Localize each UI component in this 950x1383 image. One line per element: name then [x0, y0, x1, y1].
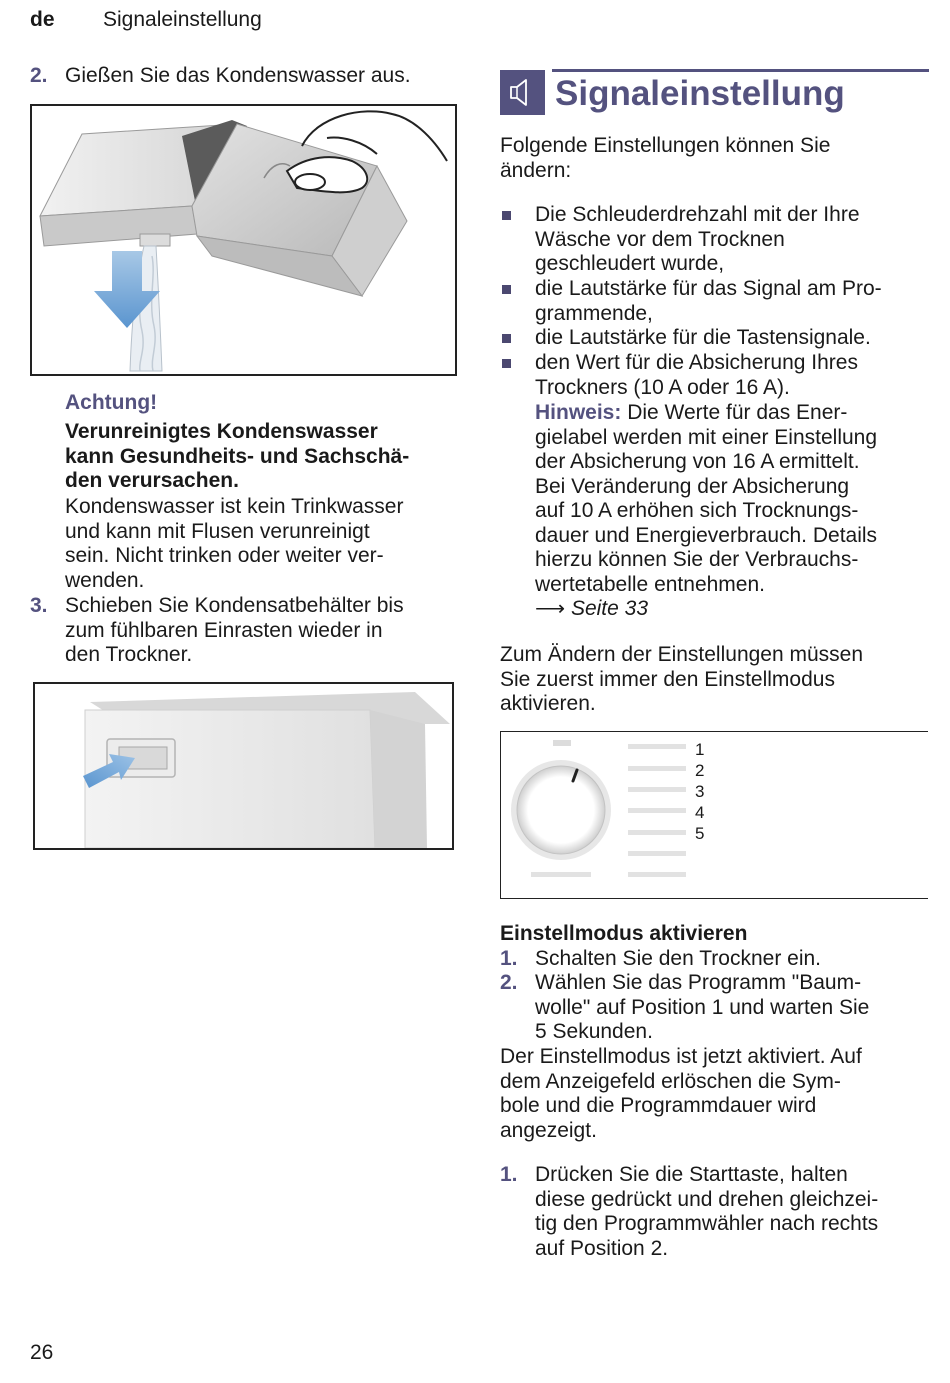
step-number: 1.	[500, 1163, 518, 1186]
step-line: Schieben Sie Kondensatbehälter bis	[65, 594, 404, 617]
section-rule	[552, 69, 929, 72]
result-line: dem Anzeigefeld erlöschen die Sym-	[500, 1069, 841, 1093]
warning-headline-line: Verunreinigtes Kondenswasser	[65, 420, 378, 443]
list-line: grammende,	[535, 301, 653, 325]
header-title: Signaleinstellung	[103, 8, 262, 31]
list-line: den Wert für die Absicherung Ihres	[535, 351, 858, 374]
list-item	[535, 203, 860, 277]
change-line: Zum Ändern der Einstellungen müssen	[500, 643, 864, 666]
step-line: Wählen Sie das Programm "Baum-	[535, 971, 862, 994]
step-line: auf Position 2.	[535, 1236, 669, 1260]
note-line: Bei Veränderung der Absicherung	[535, 474, 850, 498]
note-line: der Absicherung von 16 A ermittelt.	[535, 450, 860, 473]
dial-label: 2	[695, 761, 705, 780]
dial-label: 4	[695, 803, 705, 822]
step-line: 5 Sekunden.	[535, 1020, 653, 1043]
warning-body-line: sein. Nicht trinken oder weiter ver-	[65, 544, 384, 567]
result-text	[500, 1045, 862, 1143]
result-line: angezeigt.	[500, 1118, 597, 1142]
mode-heading: Einstellmodus aktivieren	[500, 922, 748, 945]
arrow-right-icon: ⟶	[535, 597, 566, 620]
dial-label: 5	[695, 824, 705, 843]
step-line: Drücken Sie die Starttaste, halten	[535, 1163, 848, 1186]
step-line: zum fühlbaren Einrasten wieder in	[65, 618, 383, 642]
insert-container-illustration	[33, 682, 454, 850]
warning-title: Achtung!	[65, 391, 158, 414]
program-selector-illustration	[500, 731, 928, 899]
warning-headline-line: kann Gesundheits- und Sachschä-	[65, 444, 410, 468]
final-step	[500, 1163, 879, 1261]
pour-water-illustration	[30, 104, 457, 376]
mode-step-2	[500, 971, 870, 1045]
warning-body-line: Kondenswasser ist kein Trinkwasser	[65, 495, 404, 518]
warning-body-line: wenden.	[65, 568, 145, 592]
result-line: bole und die Programmdauer wird	[500, 1094, 817, 1117]
list-item	[535, 277, 882, 326]
bullet-marker	[502, 211, 511, 220]
dial-label: 1	[695, 740, 705, 759]
section-title: Signaleinstellung	[555, 74, 845, 113]
step-number: 2.	[30, 64, 48, 87]
result-line: Der Einstellmodus ist jetzt aktiviert. Auf	[500, 1045, 862, 1068]
step-line: diese gedrückt und drehen gleichzei-	[535, 1187, 879, 1211]
page-number: 26	[30, 1341, 54, 1364]
mode-step-1	[500, 947, 822, 972]
language-code: de	[30, 8, 55, 31]
step-2	[30, 64, 411, 89]
list-line: Trockners (10 A oder 16 A).	[535, 375, 790, 399]
note-label: Hinweis:	[535, 401, 622, 424]
step-number: 3.	[30, 594, 48, 617]
bullet-marker	[502, 285, 511, 294]
page-reference-text: Seite 33	[570, 597, 649, 620]
list-line: die Lautstärke für das Signal am Pro-	[535, 277, 882, 300]
note-line: Die Werte für das Ener-	[627, 401, 848, 424]
step-text: Gießen Sie das Kondenswasser aus.	[65, 64, 411, 87]
list-line: Die Schleuderdrehzahl mit der Ihre	[535, 203, 860, 226]
change-line: Sie zuerst immer den Einstellmodus	[500, 667, 835, 691]
intro-text	[500, 134, 830, 183]
step-line: tig den Programmwähler nach rechts	[535, 1212, 879, 1235]
intro-line: ändern:	[500, 158, 572, 182]
speaker-icon	[500, 70, 545, 115]
bullet-marker	[502, 359, 511, 368]
note-line: dauer und Energieverbrauch. Details	[535, 523, 878, 547]
list-item	[535, 326, 871, 351]
step-3	[30, 594, 404, 668]
note-block	[535, 401, 877, 622]
step-number: 1.	[500, 947, 518, 970]
warning-headline	[65, 420, 409, 494]
note-line: wertetabelle entnehmen.	[535, 572, 765, 596]
step-line: wolle" auf Position 1 und warten Sie	[535, 995, 870, 1019]
note-line: hierzu können Sie der Verbrauchs-	[535, 548, 859, 571]
change-settings-text	[500, 643, 863, 717]
step-line: Schalten Sie den Trockner ein.	[535, 947, 822, 970]
list-line: Wäsche vor dem Trocknen	[535, 227, 785, 251]
list-line: geschleudert wurde,	[535, 252, 725, 275]
dial-position-labels	[695, 739, 704, 844]
warning-headline-line: den verursachen.	[65, 469, 239, 492]
page-reference-link[interactable]	[535, 597, 877, 622]
note-line: gielabel werden mit einer Einstellung	[535, 425, 878, 449]
intro-line: Folgende Einstellungen können Sie	[500, 134, 831, 157]
list-line: die Lautstärke für die Tastensignale.	[535, 326, 871, 349]
bullet-marker	[502, 334, 511, 343]
warning-body-line: und kann mit Flusen verunreinigt	[65, 519, 370, 543]
step-line: den Trockner.	[65, 643, 193, 666]
list-item	[535, 351, 858, 400]
warning-body	[65, 495, 403, 593]
note-line: auf 10 A erhöhen sich Trocknungs-	[535, 499, 859, 522]
change-line: aktivieren.	[500, 692, 596, 715]
dial-label: 3	[695, 782, 705, 801]
step-number: 2.	[500, 971, 518, 994]
